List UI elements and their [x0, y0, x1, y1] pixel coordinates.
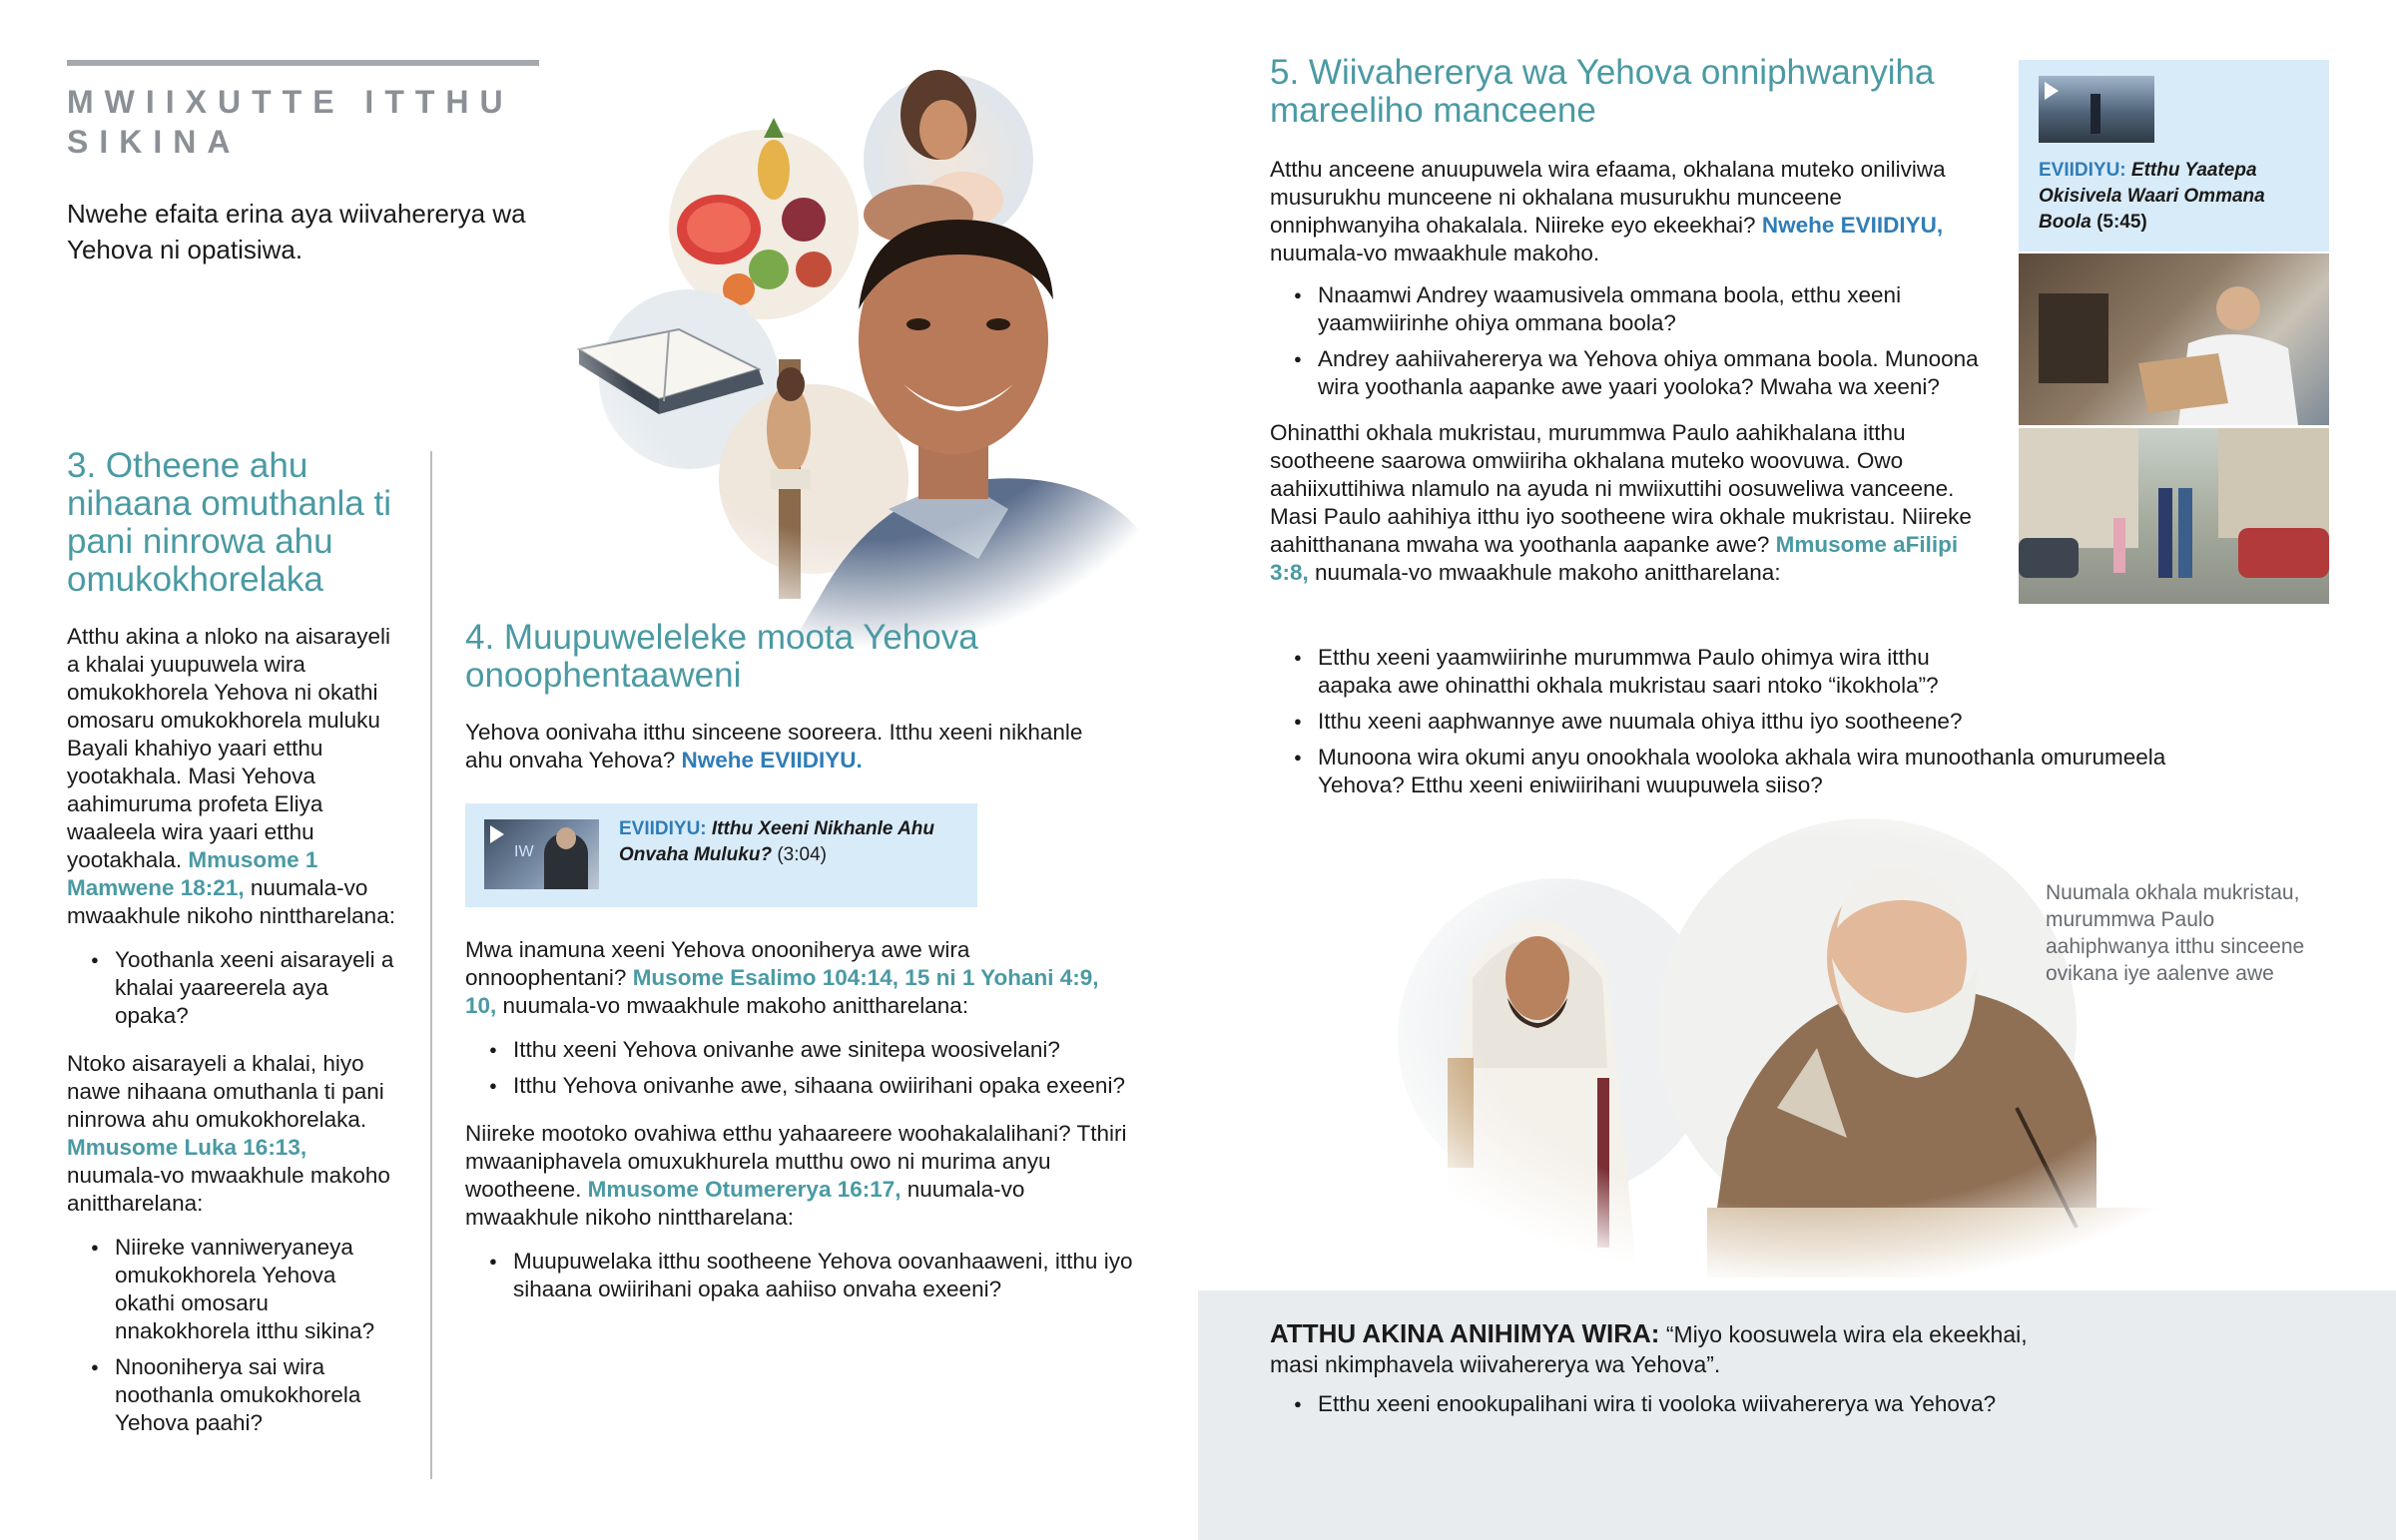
- scripture-link[interactable]: Musome Esalimo 104:14, 15 ni 1 Yohani 4:9, 10,: [465, 965, 1099, 1018]
- para-text: Niireke mootoko ovahiwa etthu yahaareere woohakalalihani? Tthiri mwaaniphavela omuxukhurela mutthu owo ni murima anyu wootheene.: [465, 1121, 1127, 1202]
- para-text: Mwa inamuna xeeni Yehova onooniherya awe wira onnoophentani?: [465, 937, 970, 990]
- question-item: ● Niireke vanniweryaneya omukokhorela Yehova okathi omosaru nnakokhorela itthu sikina?: [67, 1234, 399, 1345]
- still-art: [2019, 428, 2329, 604]
- video-thumbnail[interactable]: [484, 819, 599, 889]
- intro-text: Nwehe efaita erina aya wiivahererya wa Yehova ni opatisiwa.: [67, 199, 526, 264]
- watch-video-link[interactable]: Nwehe EVIIDIYU,: [1761, 213, 1944, 238]
- para-text: nuumala-vo mwaakhule makoho anittharelana:: [1315, 560, 1781, 585]
- scripture-link[interactable]: Mmusome Luka 16:13,: [67, 1135, 307, 1160]
- video-still-street: [2019, 428, 2329, 604]
- video-duration: (5:45): [2096, 212, 2147, 233]
- question-item: ● Nnooniherya sai wira noothanla omukokhorela Yehova paahi?: [67, 1353, 399, 1437]
- para-text: nuumala-vo mwaakhule nikoho ninttharelana:: [465, 1177, 1025, 1230]
- footer-panel: [1198, 1290, 2396, 1540]
- video-key: EVIIDIYU:: [2039, 160, 2126, 181]
- question-item: ● Itthu xeeni aaphwannye awe nuumala ohiya itthu iyo sootheene?: [1270, 708, 2208, 736]
- video-title: Itthu Xeeni Nikhanle Ahu Onvaha Muluku?: [619, 818, 934, 865]
- section-5-questions-1: [1270, 281, 1979, 401]
- question-item: ● Nnaamwi Andrey waamusivela ommana boola, etthu xeeni yaamwiirinhe ohiya ommana boola?: [1270, 281, 1979, 337]
- section-4-questions-1: [465, 1036, 1134, 1100]
- video-card-section-4[interactable]: [465, 803, 977, 907]
- section-3-para-1: [67, 623, 399, 930]
- collage-art: [559, 40, 1178, 649]
- section-header: MWIIXUTTE ITTHU SIKINA: [67, 84, 514, 160]
- video-still-laptop: [2019, 254, 2329, 425]
- section-3-title: 3. Otheene ahu nihaana omuthanla ti pani ninrowa ahu omukokhorelaka: [67, 446, 391, 599]
- play-icon[interactable]: [2045, 82, 2059, 100]
- video-label: [619, 816, 958, 868]
- section-3-questions-2: [67, 1234, 399, 1437]
- section-5-questions-2: [1270, 644, 2208, 807]
- para-text: Yehova oonivaha itthu sinceene sooreera. Itthu xeeni nikhanle ahu onvaha Yehova?: [465, 720, 1083, 772]
- video-duration: (3:04): [777, 844, 827, 865]
- header-rule: [67, 60, 539, 66]
- para-text: nuumala-vo mwaakhule nikoho ninttharelana:: [67, 875, 395, 928]
- scripture-link[interactable]: Mmusome Otumererya 16:17,: [587, 1177, 901, 1202]
- question-item: ● Yoothanla xeeni aisarayeli a khalai yaareerela aya opaka?: [67, 946, 399, 1030]
- video-title: Etthu Yaatepa Okisivela Waari Ommana Boola: [2039, 160, 2265, 233]
- video-label: [2039, 158, 2318, 236]
- still-art: [2019, 254, 2329, 425]
- illustration-caption: Nuumala okhala mukristau, murummwa Paulo aahiphwanya itthu sinceene ovikana iye aalenve awe: [2046, 881, 2305, 985]
- video-thumbnail[interactable]: [2039, 76, 2154, 143]
- question-item: ● Etthu xeeni enookupalihani wira ti vooloka wiivahererya wa Yehova?: [1270, 1390, 2168, 1418]
- question-item: ● Itthu Yehova onivanhe awe, sihaana owiirihani opaka exeeni?: [465, 1072, 1134, 1100]
- play-icon[interactable]: [490, 825, 504, 843]
- para-text: Ntoko aisarayeli a khalai, hiyo nawe nihaana omuthanla ti pani ninrowa ahu omukokhorelaka.: [67, 1051, 384, 1132]
- para-text: nuumala-vo mwaakhule makoho anittharelana:: [502, 993, 969, 1018]
- para-text: Ohinatthi okhala mukristau, murummwa Paulo aahikhalana itthu sootheene saarowa omwiiriha okhalana muteko woovuwa. Owo aahiixuttihiwa nlamulo na ayuda ni mwiixuttihi oosuweliwa vanceene. Masi Paulo aahihiya itthu iyo sootheene wira okhale mukristau. Niireke aahitthanana mwaha wa yoothanla aapanke awe?: [1270, 420, 1972, 557]
- question-item: ● Muupuwelaka itthu sootheene Yehova oovanhaaweni, itthu iyo sihaana owiirihani opaka aahiiso onvaha exeeni?: [465, 1248, 1134, 1303]
- para-text: Atthu akina a nloko na aisarayeli a khalai yuupuwela wira omukokhorela Yehova ni okathi omosaru omukokhorela muluku Bayali khahiyo yaari etthu yootakhala. Masi Yehova aahimuruma profeta Eliya waaleela wira yaari etthu yootakhala.: [67, 624, 390, 872]
- section-4-para-1: [465, 719, 1124, 774]
- para-text: nuumala-vo mwaakhule makoho anittharelana:: [67, 1163, 390, 1216]
- scripture-link[interactable]: Mmusome aFilipi 3:8,: [1270, 532, 1959, 585]
- video-key: EVIIDIYU:: [619, 818, 707, 839]
- section-5-title: 5. Wiivahererya wa Yehova onniphwanyiha mareeliho manceene: [1270, 53, 1935, 130]
- video-card-section-5[interactable]: [2019, 60, 2329, 252]
- section-3-questions-1: [67, 946, 399, 1030]
- para-text: nuumala-vo mwaakhule makoho.: [1270, 241, 1600, 265]
- column-divider: [430, 451, 432, 1479]
- watch-video-link[interactable]: Nwehe EVIIDIYU.: [681, 748, 863, 772]
- section-3-para-2: [67, 1050, 399, 1218]
- section-4-questions-2: [465, 1248, 1134, 1303]
- question-item: ● Andrey aahiivahererya wa Yehova ohiya ommana boola. Munoona wira yoothanla aapanke awe yaari yooloka? Mwaha wa xeeni?: [1270, 345, 1979, 401]
- section-5-para-1: [1270, 156, 1979, 267]
- section-4-title: 4. Muupuweleleke moota Yehova onoophentaaweni: [465, 618, 978, 695]
- footer-questions: [1270, 1390, 2168, 1426]
- section-4-para-3: [465, 1120, 1134, 1232]
- scripture-link[interactable]: Mmusome 1 Mamwene 18:21,: [67, 847, 318, 900]
- section-5-para-2: [1270, 419, 1979, 587]
- question-item: ● Etthu xeeni yaamwiirinhe murummwa Paulo ohimya wira itthu aapaka awe ohinatthi okhala mukristau saari ntoko “ikokhola”?: [1270, 644, 2007, 700]
- para-text: Atthu anceene anuupuwela wira efaama, okhalana muteko oniliviwa musurukhu munceene ni okhalana musurukhu munceene onniphwanyiha ohakalala. Niireke eyo ekeekhai?: [1270, 157, 1946, 238]
- question-item: ● Itthu xeeni Yehova onivanhe awe sinitepa woosivelani?: [465, 1036, 1134, 1064]
- footer-label: ATTHU AKINA ANIHIMYA WIRA:: [1270, 1318, 1660, 1348]
- question-item: ● Munoona wira okumi anyu onookhala wooloka akhala wira munoothanla omurumeela Yehova? Etthu xeeni eniwiirihani wuupuwela siiso?: [1270, 744, 2208, 799]
- footer-quote: “Miyo koosuwela wira ela ekeekhai, masi nkimphavela wiivahererya wa Yehova”.: [1270, 1321, 2028, 1377]
- section-4-para-2: [465, 936, 1134, 1020]
- illustration-collage: [559, 40, 1178, 649]
- footer-statement: [1270, 1318, 2029, 1379]
- thumbnail-caption: IW: [514, 843, 534, 860]
